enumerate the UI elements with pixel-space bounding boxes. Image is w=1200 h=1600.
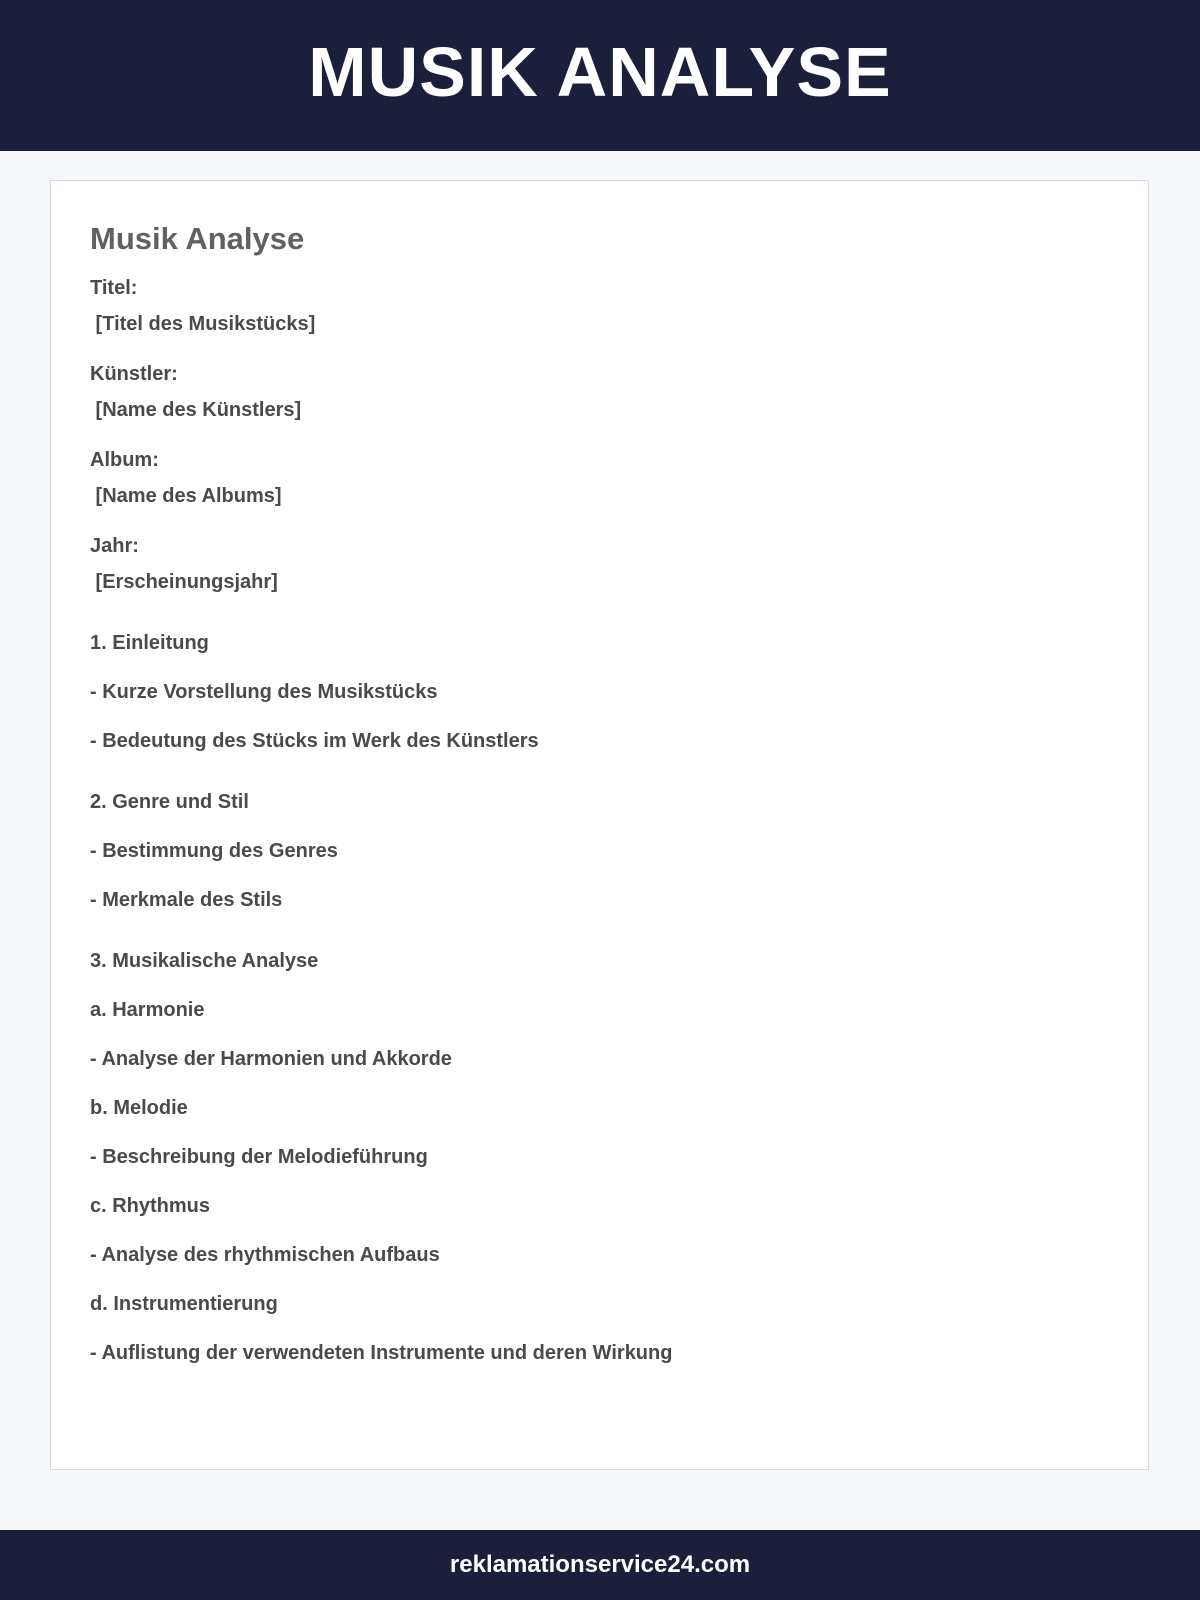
subsection-heading-instrumentierung: d. Instrumentierung	[90, 1293, 278, 1315]
footer-site-name: reklamationservice24.com	[449, 1551, 751, 1578]
subsection-heading-rhythmus: c. Rhythmus	[90, 1195, 211, 1217]
content-line: - Kurze Vorstellung des Musikstücks	[90, 681, 438, 703]
page-title: MUSIK ANALYSE	[308, 32, 892, 111]
content-line: - Bedeutung des Stücks im Werk des Künstlers	[90, 730, 539, 752]
section-heading-analyse: 3. Musikalische Analyse	[90, 950, 319, 972]
field-label-titel: Titel:	[90, 277, 138, 299]
section-heading-einleitung: 1. Einleitung	[90, 632, 209, 654]
content-line: - Merkmale des Stils	[90, 889, 283, 911]
content-line: - Auflistung der verwendeten Instrumente und deren Wirkung	[90, 1342, 673, 1364]
content-line: - Analyse der Harmonien und Akkorde	[90, 1048, 452, 1070]
field-value-album: [Name des Albums]	[90, 485, 282, 507]
document-card	[50, 180, 1149, 1470]
subsection-heading-harmonie: a. Harmonie	[90, 999, 205, 1021]
field-value-titel: [Titel des Musikstücks]	[90, 313, 316, 335]
footer-banner	[0, 1530, 1200, 1600]
content-line: - Beschreibung der Melodieführung	[90, 1146, 428, 1168]
content-line: - Analyse des rhythmischen Aufbaus	[90, 1244, 440, 1266]
header-banner	[0, 0, 1200, 151]
field-value-jahr: [Erscheinungsjahr]	[90, 571, 278, 593]
document-title: Musik Analyse	[90, 221, 305, 256]
field-label-album: Album:	[90, 449, 159, 471]
field-label-jahr: Jahr:	[90, 535, 139, 557]
subsection-heading-melodie: b. Melodie	[90, 1097, 188, 1119]
field-label-kuenstler: Künstler:	[90, 363, 178, 385]
field-value-kuenstler: [Name des Künstlers]	[90, 399, 302, 421]
content-line: - Bestimmung des Genres	[90, 840, 338, 862]
section-heading-genre: 2. Genre und Stil	[90, 791, 249, 813]
